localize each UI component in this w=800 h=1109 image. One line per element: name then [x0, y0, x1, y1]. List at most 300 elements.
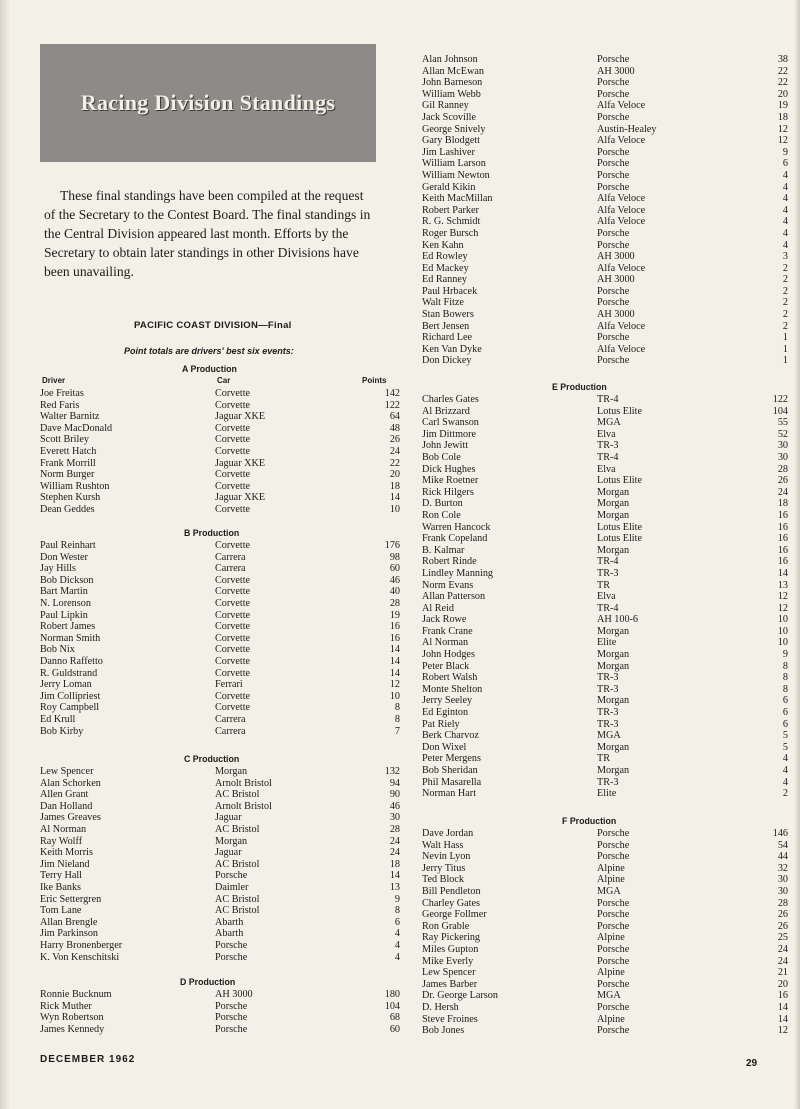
car-model: TR-3: [597, 776, 619, 788]
car-model: Porsche: [597, 1001, 630, 1013]
standings-row: [422, 147, 792, 159]
points-value: 3: [782, 251, 788, 263]
car-model: Carrera: [215, 725, 246, 737]
car-model: Lotus Elite: [597, 533, 642, 545]
driver-name: Dean Geddes: [40, 503, 95, 515]
car-model: Porsche: [597, 909, 630, 921]
driver-name: Lew Spencer: [40, 766, 94, 777]
points-value: 16: [777, 544, 788, 556]
standings-row: [40, 446, 410, 458]
standings-row: [40, 563, 410, 575]
driver-name: Roy Campbell: [40, 702, 100, 714]
driver-name: Frank Copeland: [422, 533, 488, 545]
points-value: 4: [394, 928, 400, 940]
car-model: Corvette: [215, 399, 251, 411]
standings-row: [422, 487, 792, 499]
points-value: 6: [782, 695, 788, 707]
points-value: 16: [777, 990, 788, 1002]
car-model: Porsche: [597, 158, 630, 170]
driver-name: William Larson: [422, 158, 486, 170]
standings-row: [40, 504, 410, 516]
standings-row: [422, 297, 792, 309]
standings-row: [422, 89, 792, 101]
standings-row: [40, 1024, 410, 1036]
driver-name: William Webb: [422, 88, 481, 100]
driver-name: Danno Raffetto: [40, 655, 103, 667]
points-value: 26: [777, 909, 788, 921]
points-value: 16: [389, 621, 400, 633]
points-value: 2: [782, 788, 788, 800]
standings-row: [40, 644, 410, 656]
car-model: Corvette: [215, 690, 251, 702]
car-model: Morgan: [597, 695, 630, 707]
driver-name: Bob Kirby: [40, 725, 84, 737]
driver-name: Alan Schorken: [40, 777, 101, 789]
car-model: Porsche: [597, 355, 630, 367]
car-model: Alfa Veloce: [597, 216, 646, 228]
driver-name: Mike Roetner: [422, 475, 479, 487]
points-value: 9: [782, 146, 788, 158]
driver-name: Gerald Kikin: [422, 181, 476, 193]
car-model: Porsche: [215, 939, 248, 951]
car-model: Porsche: [597, 332, 630, 344]
section-heading: A Production: [182, 364, 237, 374]
driver-name: Ray Pickering: [422, 932, 481, 944]
driver-name: Terry Hall: [40, 870, 82, 882]
car-model: Porsche: [215, 1000, 248, 1012]
driver-name: Allan Patterson: [422, 591, 486, 603]
points-value: 6: [782, 718, 788, 730]
points-value: 13: [389, 881, 400, 893]
driver-name: John Jewitt: [422, 440, 469, 452]
driver-name: Walt Hass: [422, 839, 464, 851]
driver-name: James Barber: [422, 978, 478, 990]
driver-name: William Newton: [422, 169, 490, 181]
points-value: 132: [384, 766, 400, 777]
standings-row: [422, 979, 792, 991]
standings-row: [422, 556, 792, 568]
driver-name: Jerry Seeley: [422, 695, 473, 707]
car-model: Elite: [597, 788, 617, 800]
car-model: Corvette: [215, 609, 251, 621]
points-value: 21: [777, 967, 788, 979]
standings-row: [40, 575, 410, 587]
driver-name: Al Norman: [40, 823, 87, 835]
standings-row: [422, 440, 792, 452]
car-model: Corvette: [215, 621, 251, 633]
driver-name: Paul Hrbacek: [422, 285, 478, 297]
points-value: 24: [389, 847, 400, 859]
standings-row: [422, 193, 792, 205]
points-value: 12: [389, 679, 400, 691]
driver-name: Bob Dickson: [40, 574, 94, 586]
article-title: Racing Division Standings: [80, 90, 336, 115]
standings-row: [422, 591, 792, 603]
driver-name: K. Von Kenschitski: [40, 951, 120, 963]
driver-name: Jack Rowe: [422, 614, 467, 626]
points-value: 16: [777, 533, 788, 545]
standings-row: [422, 777, 792, 789]
points-value: 30: [777, 874, 788, 886]
car-model: TR-3: [597, 567, 619, 579]
standings-row: [422, 637, 792, 649]
standings-row: [422, 788, 792, 800]
driver-name: Paul Lipkin: [40, 609, 88, 621]
car-model: TR: [597, 753, 611, 765]
driver-name: Ron Grable: [422, 920, 470, 932]
driver-name: James Greaves: [40, 812, 101, 824]
driver-name: Bob Cole: [422, 451, 461, 463]
driver-name: Dave Jordan: [422, 828, 474, 839]
points-value: 14: [777, 567, 788, 579]
standings-row: [422, 251, 792, 263]
points-value: 5: [782, 730, 788, 742]
driver-name: Ed Mackey: [422, 262, 469, 274]
driver-name: Ken Kahn: [422, 239, 464, 251]
car-model: AC Bristol: [215, 823, 260, 835]
car-model: AH 3000: [597, 309, 635, 321]
points-value: 14: [389, 870, 400, 882]
standings-row: [40, 989, 410, 1001]
car-model: TR-3: [597, 440, 619, 452]
points-value: 30: [389, 812, 400, 824]
points-value: 98: [389, 551, 400, 563]
driver-name: Norm Burger: [40, 469, 95, 481]
car-model: TR-3: [597, 683, 619, 695]
points-value: 9: [394, 893, 400, 905]
points-value: 30: [777, 885, 788, 897]
standings-row: [40, 940, 410, 952]
standings-row: [422, 321, 792, 333]
standings-row: [422, 851, 792, 863]
standings-row: [422, 66, 792, 78]
car-model: Porsche: [597, 978, 630, 990]
car-model: TR-3: [597, 672, 619, 684]
points-value: 4: [782, 765, 788, 776]
points-value: 44: [777, 851, 788, 863]
points-value: 12: [777, 591, 788, 603]
car-model: Porsche: [215, 951, 248, 963]
points-value: 8: [782, 683, 788, 695]
standings-row: [422, 684, 792, 696]
driver-name: Al Brizzard: [422, 405, 470, 417]
points-value: 38: [777, 54, 788, 65]
car-model: Morgan: [597, 486, 630, 498]
car-model: Alpine: [597, 1013, 625, 1025]
car-model: AH 3000: [215, 989, 253, 1000]
points-value: 9: [782, 649, 788, 661]
standings-row: [422, 672, 792, 684]
driver-name: Dan Holland: [40, 800, 93, 812]
driver-name: Ronnie Bucknum: [40, 989, 112, 1000]
page-binding-shadow: [0, 0, 10, 1109]
car-model: AC Bristol: [215, 893, 260, 905]
points-value: 16: [777, 509, 788, 521]
car-model: Porsche: [597, 943, 630, 955]
driver-name: Walt Fitze: [422, 297, 464, 309]
standings-row: [40, 1001, 410, 1013]
standings-row: [40, 836, 410, 848]
points-value: 26: [389, 434, 400, 446]
standings-row: [40, 388, 410, 400]
car-model: Elva: [597, 428, 616, 440]
standings-row: [40, 668, 410, 680]
car-model: Porsche: [597, 828, 630, 839]
car-model: Porsche: [215, 1023, 248, 1035]
driver-name: Bob Jones: [422, 1025, 465, 1037]
standings-row: [422, 742, 792, 754]
points-value: 4: [782, 239, 788, 251]
car-model: AH 3000: [597, 274, 635, 286]
car-model: Corvette: [215, 632, 251, 644]
car-model: Porsche: [597, 88, 630, 100]
car-model: Porsche: [215, 1012, 248, 1024]
section-heading: B Production: [184, 528, 240, 538]
driver-name: D. Hersh: [422, 1001, 459, 1013]
driver-name: Bart Martin: [40, 586, 88, 598]
standings-row: [422, 170, 792, 182]
car-model: Alfa Veloce: [597, 204, 646, 216]
car-model: Porsche: [597, 285, 630, 297]
standings-row: [40, 870, 410, 882]
points-value: 22: [777, 65, 788, 77]
driver-name: Jack Scoville: [422, 111, 477, 123]
driver-name: Eric Settergren: [40, 893, 102, 905]
section-heading: C Production: [184, 754, 240, 764]
car-model: Arnolt Bristol: [215, 777, 272, 789]
driver-name: Norman Hart: [422, 788, 477, 800]
car-model: Carrera: [215, 551, 246, 563]
points-value: 10: [777, 614, 788, 626]
points-value: 2: [782, 320, 788, 332]
points-value: 8: [394, 702, 400, 714]
car-model: Morgan: [597, 498, 630, 510]
standings-row: [40, 859, 410, 871]
points-value: 22: [389, 457, 400, 469]
standings-row: [422, 695, 792, 707]
car-model: Porsche: [597, 181, 630, 193]
driver-name: Dick Hughes: [422, 463, 476, 475]
driver-name: Ray Wolff: [40, 835, 83, 847]
standings-row: [422, 182, 792, 194]
driver-name: Don Wixel: [422, 741, 467, 753]
standings-row: [422, 355, 792, 367]
driver-name: R. Guldstrand: [40, 667, 98, 679]
standings-row: [422, 112, 792, 124]
points-value: 24: [389, 445, 400, 457]
standings-row: [40, 917, 410, 929]
car-model: Jaguar XKE: [215, 492, 266, 504]
standings-row: [40, 400, 410, 412]
standings-row: [422, 475, 792, 487]
standings-row: [40, 847, 410, 859]
car-model: MGA: [597, 417, 621, 429]
car-model: Porsche: [597, 169, 630, 181]
driver-name: Jim Parkinson: [40, 928, 99, 940]
car-model: Morgan: [597, 544, 630, 556]
car-model: TR-3: [597, 707, 619, 719]
car-model: Jaguar: [215, 847, 242, 859]
points-value: 26: [777, 920, 788, 932]
standings-row: [422, 332, 792, 344]
car-model: Corvette: [215, 388, 251, 399]
section-heading: F Production: [562, 816, 617, 826]
driver-name: Monte Shelton: [422, 683, 483, 695]
car-model: Alfa Veloce: [597, 135, 646, 147]
car-model: Ferrari: [215, 679, 243, 691]
right-section-1: [422, 54, 792, 367]
car-model: Porsche: [597, 1025, 630, 1037]
points-value: 14: [777, 1001, 788, 1013]
driver-name: Ron Cole: [422, 509, 461, 521]
title-banner: [40, 44, 376, 162]
standings-row: [40, 905, 410, 917]
points-value: 10: [389, 690, 400, 702]
standings-row: [40, 633, 410, 645]
points-value: 22: [777, 77, 788, 89]
standings-row: [422, 1014, 792, 1026]
driver-name: Carl Swanson: [422, 417, 479, 429]
car-model: Alfa Veloce: [597, 262, 646, 274]
page-edge-shadow: [794, 0, 800, 1109]
points-value: 4: [782, 753, 788, 765]
driver-name: Lindley Manning: [422, 567, 494, 579]
standings-row: [422, 406, 792, 418]
points-value: 90: [389, 789, 400, 801]
car-model: Alpine: [597, 967, 625, 979]
points-value: 20: [777, 978, 788, 990]
points-value: 10: [777, 637, 788, 649]
driver-name: Bill Pendleton: [422, 885, 481, 897]
driver-name: Jerry Titus: [422, 862, 466, 874]
points-value: 54: [777, 839, 788, 851]
driver-name: Peter Black: [422, 660, 470, 672]
standings-row: [422, 580, 792, 592]
car-model: Corvette: [215, 655, 251, 667]
car-model: Corvette: [215, 574, 251, 586]
standings-row: [422, 135, 792, 147]
car-model: AC Bristol: [215, 789, 260, 801]
points-value: 4: [394, 939, 400, 951]
car-model: AC Bristol: [215, 905, 260, 917]
car-model: Alfa Veloce: [597, 193, 646, 205]
car-model: Corvette: [215, 469, 251, 481]
standings-row: [422, 863, 792, 875]
car-model: Corvette: [215, 434, 251, 446]
points-value: 12: [777, 602, 788, 614]
points-value: 12: [777, 123, 788, 135]
standings-row: [40, 778, 410, 790]
points-value: 8: [782, 660, 788, 672]
standings-row: [40, 952, 410, 964]
standings-row: [422, 626, 792, 638]
left-section-2: [40, 526, 410, 737]
points-value: 10: [777, 625, 788, 637]
standings-row: [40, 691, 410, 703]
points-value: 28: [389, 597, 400, 609]
points-value: 4: [782, 169, 788, 181]
points-value: 6: [782, 707, 788, 719]
points-value: 146: [772, 828, 788, 839]
standings-row: [40, 423, 410, 435]
driver-name: Pat Riely: [422, 718, 460, 730]
standings-row: [422, 452, 792, 464]
standings-row: [422, 707, 792, 719]
standings-row: [422, 286, 792, 298]
standings-row: [40, 766, 410, 778]
driver-name: Mike Everly: [422, 955, 474, 967]
driver-name: Stan Bowers: [422, 309, 474, 321]
standings-row: [422, 464, 792, 476]
car-model: Porsche: [597, 839, 630, 851]
standings-row: [40, 882, 410, 894]
standings-row: [40, 928, 410, 940]
driver-name: Paul Reinhart: [40, 540, 96, 551]
points-value: 13: [777, 579, 788, 591]
points-value: 4: [782, 193, 788, 205]
driver-name: Allan Brengle: [40, 916, 98, 928]
driver-name: Jim Collipriest: [40, 690, 101, 702]
points-value: 46: [389, 574, 400, 586]
standings-row: [422, 77, 792, 89]
points-value: 16: [777, 521, 788, 533]
driver-name: Scott Briley: [40, 434, 89, 446]
car-model: Corvette: [215, 540, 251, 551]
driver-name: Walter Barnitz: [40, 411, 100, 423]
car-model: MGA: [597, 990, 621, 1002]
division-note: Point totals are drivers' best six events:: [124, 346, 294, 356]
driver-name: Jerry Loman: [40, 679, 92, 691]
intro-paragraph: These final standings have been compiled at the request of the Secretary to the Contest Board. The final standings in the Central Division appeared last month. Efforts by the Secretary to obtain later standings in other Divisions have been unavailing.: [44, 188, 371, 279]
driver-name: Dave MacDonald: [40, 422, 113, 434]
driver-name: Al Norman: [422, 637, 469, 649]
car-model: Corvette: [215, 480, 251, 492]
standings-row: [422, 874, 792, 886]
car-model: Porsche: [597, 111, 630, 123]
points-value: 14: [389, 667, 400, 679]
car-model: Porsche: [597, 920, 630, 932]
car-model: Porsche: [597, 897, 630, 909]
points-value: 2: [782, 297, 788, 309]
points-value: 24: [777, 486, 788, 498]
points-value: 142: [384, 388, 400, 399]
points-value: 6: [394, 916, 400, 928]
car-model: TR-4: [597, 556, 619, 568]
standings-row: [422, 956, 792, 968]
left-section-4: [40, 975, 410, 1035]
points-value: 2: [782, 309, 788, 321]
standings-row: [422, 649, 792, 661]
driver-name: Miles Gupton: [422, 943, 479, 955]
car-model: Corvette: [215, 503, 251, 515]
points-value: 19: [777, 100, 788, 112]
standings-row: [422, 394, 792, 406]
standings-row: [422, 921, 792, 933]
standings-row: [422, 522, 792, 534]
car-model: Elva: [597, 463, 616, 475]
points-value: 14: [777, 1013, 788, 1025]
car-model: Porsche: [597, 239, 630, 251]
driver-name: Robert James: [40, 621, 96, 633]
column-headers: [40, 376, 410, 388]
points-value: 6: [782, 158, 788, 170]
car-model: Abarth: [215, 928, 244, 940]
standings-row: [40, 812, 410, 824]
driver-name: N. Lorenson: [40, 597, 91, 609]
points-value: 5: [782, 741, 788, 753]
points-value: 14: [389, 655, 400, 667]
points-value: 48: [389, 422, 400, 434]
